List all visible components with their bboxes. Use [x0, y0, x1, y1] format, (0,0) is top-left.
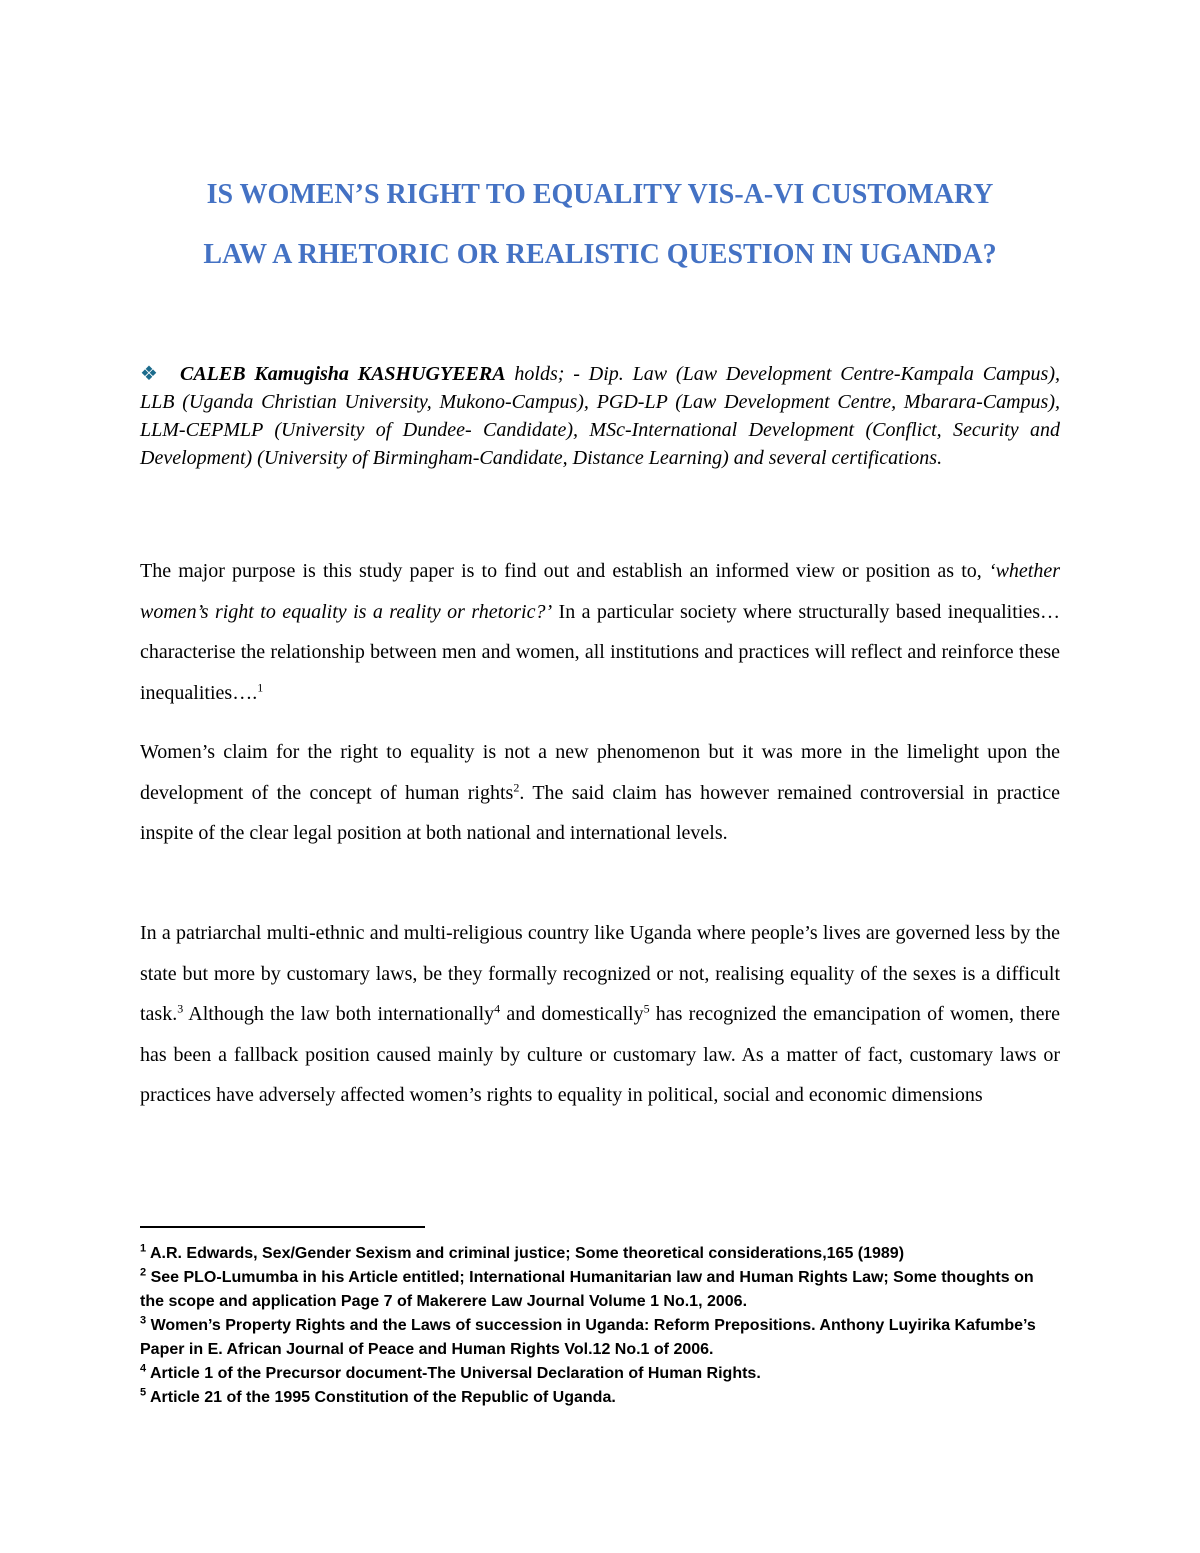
- author-details: holds; - Dip. Law (Law Development Centre-Kampala Campus), LLB (Uganda Christian University, Mukono-Campus), PGD-LP (Law Development Centre, Mbarara-Campus), LLM-CEPMLP (University of Dundee- Candidate), MSc-International Development (Conflict, Security and Development) (University of Birmingham-Candidate, Distance Learning) and several certifications.: [140, 363, 1060, 469]
- footnote-5: [140, 1386, 1060, 1410]
- footnote-ref-4[interactable]: 4: [494, 1001, 501, 1016]
- paragraph-text: In a particular society where structurally based inequalities…characterise the relationship between men and women, all institutions and practices will reflect and reinforce these inequalities….: [140, 600, 1060, 704]
- author-bio: [140, 360, 1060, 472]
- footnote-number: 2: [140, 1266, 147, 1279]
- footnote-text: A.R. Edwards, Sex/Gender Sexism and criminal justice; Some theoretical considerations,165 (1989): [146, 1245, 905, 1262]
- paragraph-text: and domestically: [500, 1003, 644, 1025]
- footnote-ref-3[interactable]: 3: [177, 1001, 184, 1016]
- footnote-text: Article 21 of the 1995 Constitution of the Republic of Uganda.: [146, 1389, 616, 1406]
- footnote-text: Women’s Property Rights and the Laws of succession in Uganda: Reform Prepositions. Anthony Luyirika Kafumbe’s Paper in E. African Journal of Peace and Human Rights Vol.12 No.1 of 2006.: [140, 1317, 1036, 1358]
- paragraph-text: . The said claim has however remained controversial in practice inspite of the clear legal position at both national and international levels.: [140, 781, 1060, 844]
- paragraph-text: Women’s claim for the right to equality is not a new phenomenon but it was more in the limelight upon the development of the concept of human rights: [140, 741, 1060, 804]
- paragraph-text: Although the law both internationally: [183, 1003, 495, 1025]
- title-line-1: IS WOMEN’S RIGHT TO EQUALITY VIS-A-VI CUSTOMARY: [206, 179, 994, 210]
- paragraph-uganda: [140, 913, 1060, 1116]
- paragraph-claim: [140, 732, 1060, 854]
- document-title: [140, 165, 1060, 285]
- diamond-bullet-icon: ❖: [140, 363, 158, 385]
- research-question: ‘whether women’s right to equality is a reality or rhetoric?’: [140, 560, 1060, 623]
- footnote-1: [140, 1242, 1060, 1266]
- author-name: CALEB Kamugisha KASHUGYEERA: [180, 363, 506, 385]
- footnote-number: 4: [140, 1362, 147, 1375]
- footnote-3: [140, 1314, 1060, 1362]
- footnotes: [140, 1242, 1060, 1410]
- paragraph-text: In a patriarchal multi-ethnic and multi-religious country like Uganda where people’s lives are governed less by the state but more by customary laws, be they formally recognized or not, realising equality of the sexes is a difficult task.: [140, 922, 1060, 1025]
- footnote-text: Article 1 of the Precursor document-The Universal Declaration of Human Rights.: [146, 1365, 761, 1382]
- footnote-ref-1[interactable]: 1: [257, 679, 264, 694]
- title-line-2: LAW A RHETORIC OR REALISTIC QUESTION IN UGANDA?: [203, 239, 997, 270]
- footnote-4: [140, 1362, 1060, 1386]
- paragraph-text: The major purpose is this study paper is to find out and establish an informed view or position as to,: [140, 560, 989, 582]
- footnote-number: 1: [140, 1242, 147, 1255]
- footnote-2: [140, 1266, 1060, 1314]
- paragraph-purpose: [140, 551, 1060, 713]
- footnote-ref-5[interactable]: 5: [643, 1001, 650, 1016]
- footnote-number: 5: [140, 1386, 147, 1399]
- footnote-text: See PLO-Lumumba in his Article entitled; International Humanitarian law and Human Rights Law; Some thoughts on the scope and application Page 7 of Makerere Law Journal Volume 1 No.1, 2006.: [140, 1269, 1034, 1310]
- footnote-separator: [140, 1226, 425, 1228]
- paragraph-text: has recognized the emancipation of women, there has been a fallback position caused mainly by culture or customary law. As a matter of fact, customary laws or practices have adversely affected women’s rights to equality in political, social and economic dimensions: [140, 1003, 1061, 1106]
- footnote-number: 3: [140, 1314, 147, 1327]
- footnote-ref-2[interactable]: 2: [513, 779, 520, 794]
